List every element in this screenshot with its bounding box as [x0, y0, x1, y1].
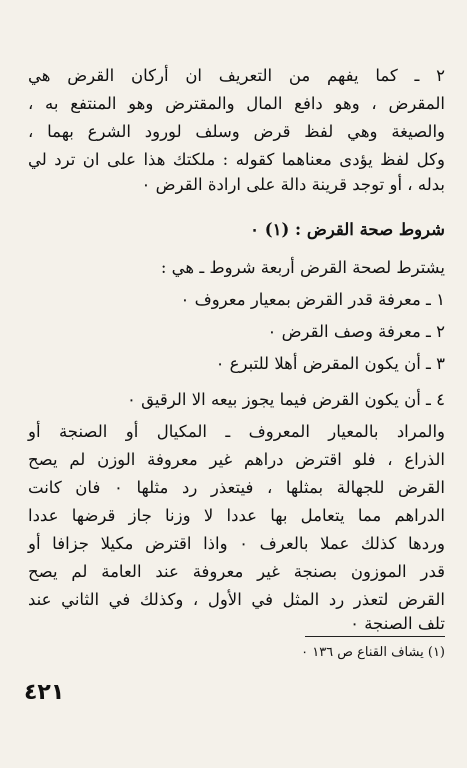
condition-1: ١ ـ معرفة قدر القرض بمعيار معروف ٠: [180, 290, 445, 309]
footnote: (١) يشاف القناع ص ١٣٦ ٠: [301, 645, 445, 660]
footnote-divider: [305, 636, 445, 637]
body-line-15: الدراهم مما يتعامل بها عددا لا وزنا جاز قرضها عددا: [28, 506, 445, 525]
body-line-14: القرض للجهالة بمثلها ، فيتعذر رد مثلها ٠ فان كانت: [28, 478, 445, 497]
body-line-19: تلف الصنجة ٠: [350, 614, 445, 633]
body-line-5: بدله ، أو توجد قرينة دالة على ارادة القرض ٠: [141, 175, 445, 194]
body-line-2: المقرض ، وهو دافع المال والمقترض وهو المنتفع به ،: [28, 94, 445, 113]
condition-2: ٢ ـ معرفة وصف القرض ٠: [267, 322, 445, 341]
condition-3: ٣ ـ أن يكون المقرض أهلا للتبرع ٠: [215, 354, 445, 373]
body-line-1: ٢ ـ كما يفهم من التعريف ان أركان القرض هي: [28, 66, 445, 85]
body-line-18: القرض لتعذر رد المثل في الأول ، وكذلك في الثاني عند: [28, 590, 445, 609]
body-line-12: والمراد بالمعيار المعروف ـ المكيال أو الصنجة أو: [28, 422, 445, 441]
body-line-16: وردها كذلك عملا بالعرف ٠ واذا اقترض مكيلا جزافا أو: [28, 534, 445, 553]
section-heading: شروط صحة القرض : (١) ٠: [250, 220, 445, 239]
body-line-7: يشترط لصحة القرض أربعة شروط ـ هي :: [160, 258, 445, 277]
condition-4: ٤ ـ أن يكون القرض فيما يجوز بيعه الا الرقيق ٠: [127, 390, 445, 409]
body-line-4: وكل لفظ يؤدى معناهما كقوله : ملكتك هذا على ان ترد لي: [28, 150, 445, 169]
body-line-13: الذراع ، فلو اقترض دراهم غير معروفة الوزن لم يصح: [28, 450, 445, 469]
page-number: ٤٢١: [24, 680, 65, 705]
body-line-3: والصيغة وهي لفظ قرض وسلف لورود الشرع بهما ،: [28, 122, 445, 141]
body-line-17: قدر الموزون بصنجة غير معروفة عند العامة لم يصح: [28, 562, 445, 581]
